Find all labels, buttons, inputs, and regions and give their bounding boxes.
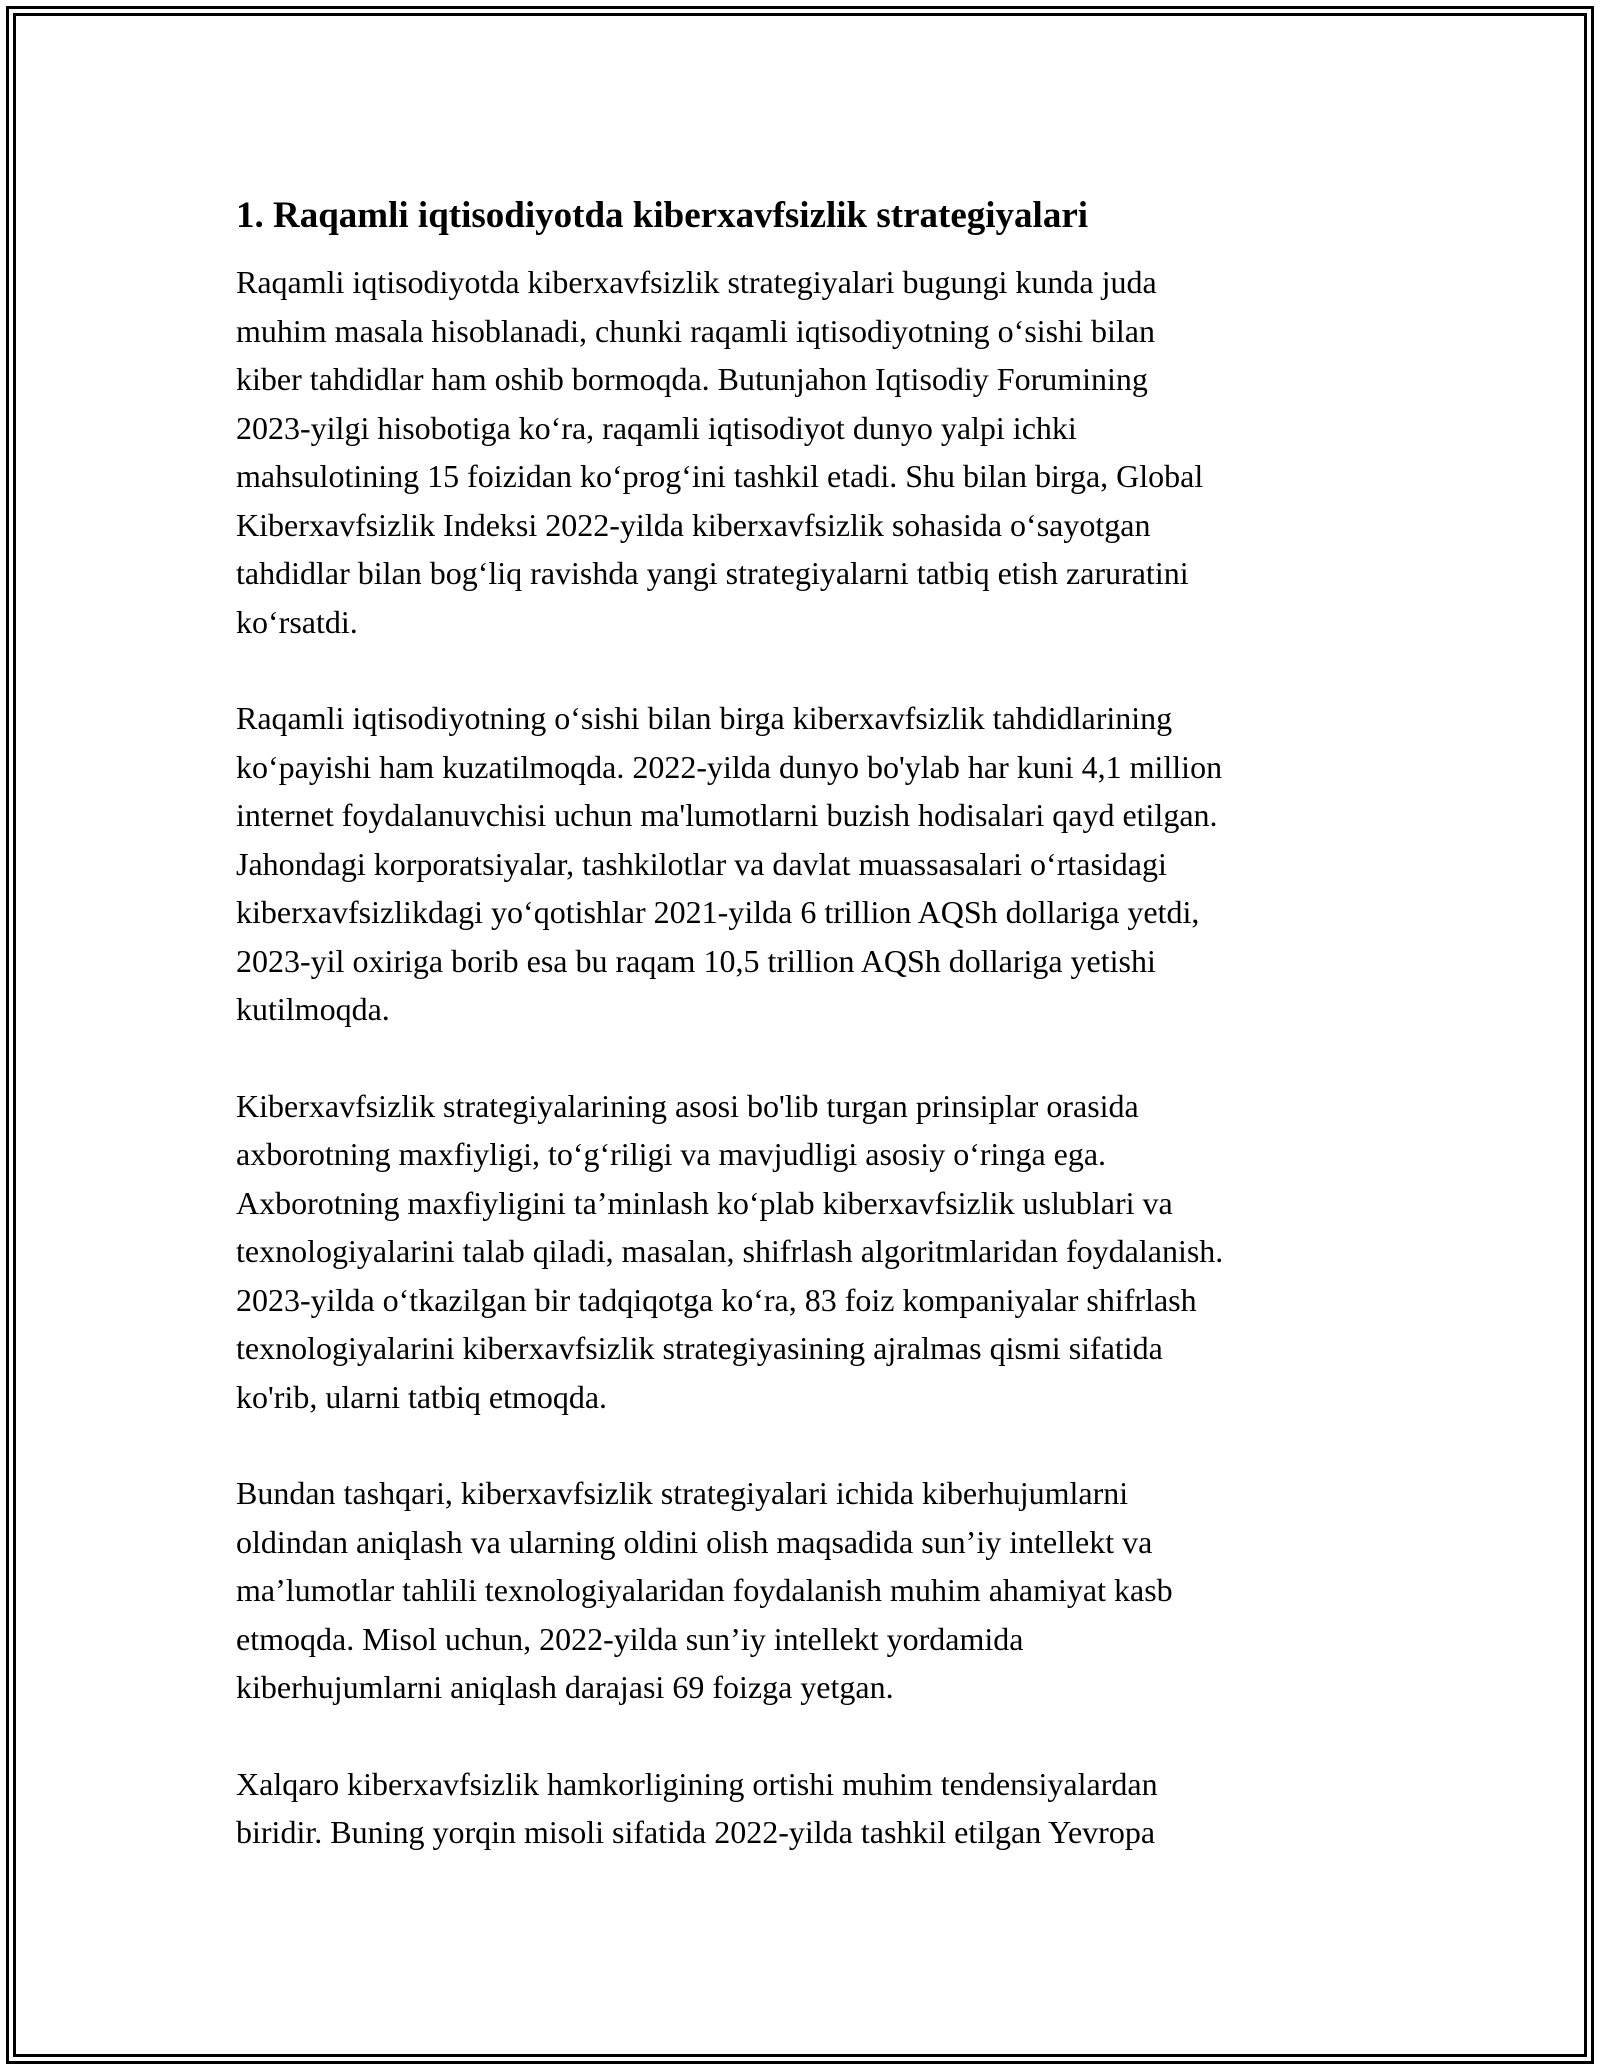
text-line: kutilmoqda. — [236, 991, 390, 1027]
text-line: texnologiyalarini kiberxavfsizlik strategiyasining ajralmas qismi sifatida — [236, 1330, 1163, 1366]
text-line: 2023-yilda o‘tkazilgan bir tadqiqotga ko‘ra, 83 foiz kompaniyalar shifrlash — [236, 1281, 1197, 1318]
text-line: 2023-yilgi hisobotiga ko‘ra, raqamli iqtisodiyot dunyo yalpi ichki — [236, 409, 1077, 446]
text-line: internet foydalanuvchisi uchun ma'lumotlarni buzish hodisalari qayd etilgan. — [236, 797, 1218, 833]
text-line: texnologiyalarini talab qiladi, masalan, shifrlash algoritmlaridan foydalanish. — [236, 1233, 1224, 1269]
text-line: Xalqaro kiberxavfsizlik hamkorligining ortishi muhim tendensiyalardan — [236, 1765, 1158, 1802]
text-line: Raqamli iqtisodiyotda kiberxavfsizlik strategiyalari bugungi kunda juda — [236, 264, 1157, 300]
text-line: 2023-yil oxiriga borib esa bu raqam 10,5 trillion AQSh dollariga yetishi — [236, 942, 1156, 979]
text-line: ko‘rsatdi. — [236, 603, 358, 640]
text-line: axborotning maxfiyligi, to‘g‘riligi va mavjudligi asosiy o‘ringa ega. — [236, 1136, 1107, 1172]
text-line: Kiberxavfsizlik strategiyalarining asosi bo'lib turgan prinsiplar orasida — [236, 1087, 1139, 1124]
document-body — [236, 188, 1376, 1905]
section-heading: 1. Raqamli iqtisodiyotda kiberxavfsizlik strategiyalari — [236, 195, 1089, 236]
text-line: Kiberxavfsizlik Indeksi 2022-yilda kiberxavfsizlik sohasida o‘sayotgan — [236, 506, 1151, 543]
text-line: tahdidlar bilan bog‘liq ravishda yangi strategiyalarni tatbiq etish zaruratini — [236, 555, 1189, 591]
text-line: Jahondagi korporatsiyalar, tashkilotlar va davlat muassasalari o‘rtasidagi — [236, 845, 1167, 882]
paragraph-2 — [236, 694, 1376, 1034]
paragraph-1 — [236, 258, 1376, 646]
text-line: kiber tahdidlar ham oshib bormoqda. Butunjahon Iqtisodiy Forumining — [236, 361, 1148, 397]
text-line: oldindan aniqlash va ularning oldini olish maqsadida sun’iy intellekt va — [236, 1523, 1153, 1560]
text-line: Bundan tashqari, kiberxavfsizlik strategiyalari ichida kiberhujumlarni — [236, 1475, 1129, 1511]
text-line: Raqamli iqtisodiyotning o‘sishi bilan birga kiberxavfsizlik tahdidlarining — [236, 700, 1173, 736]
text-line: kiberxavfsizlikdagi yo‘qotishlar 2021-yilda 6 trillion AQSh dollariga yetdi, — [236, 894, 1200, 930]
text-line: ma’lumotlar tahlili texnologiyalaridan foydalanish muhim ahamiyat kasb — [236, 1572, 1173, 1608]
text-line: mahsulotining 15 foizidan ko‘prog‘ini tashkil etadi. Shu bilan birga, Global — [236, 458, 1204, 494]
text-line: muhim masala hisoblanadi, chunki raqamli iqtisodiyotning o‘sishi bilan — [236, 312, 1155, 349]
text-line: Axborotning maxfiyligini ta’minlash ko‘plab kiberxavfsizlik uslublari va — [236, 1184, 1173, 1221]
text-line: etmoqda. Misol uchun, 2022-yilda sun’iy intellekt yordamida — [236, 1620, 1024, 1657]
text-line: kiberhujumlarni aniqlash darajasi 69 foizga yetgan. — [236, 1669, 894, 1705]
text-line: ko‘payishi ham kuzatilmoqda. 2022-yilda dunyo bo'ylab har kuni 4,1 million — [236, 748, 1223, 785]
paragraph-3 — [236, 1082, 1376, 1422]
text-line: biridir. Buning yorqin misoli sifatida 2022-yilda tashkil etilgan Yevropa — [236, 1814, 1156, 1850]
paragraph-4 — [236, 1469, 1376, 1712]
paragraph-5 — [236, 1760, 1376, 1857]
text-line: ko'rib, ularni tatbiq etmoqda. — [236, 1378, 608, 1415]
